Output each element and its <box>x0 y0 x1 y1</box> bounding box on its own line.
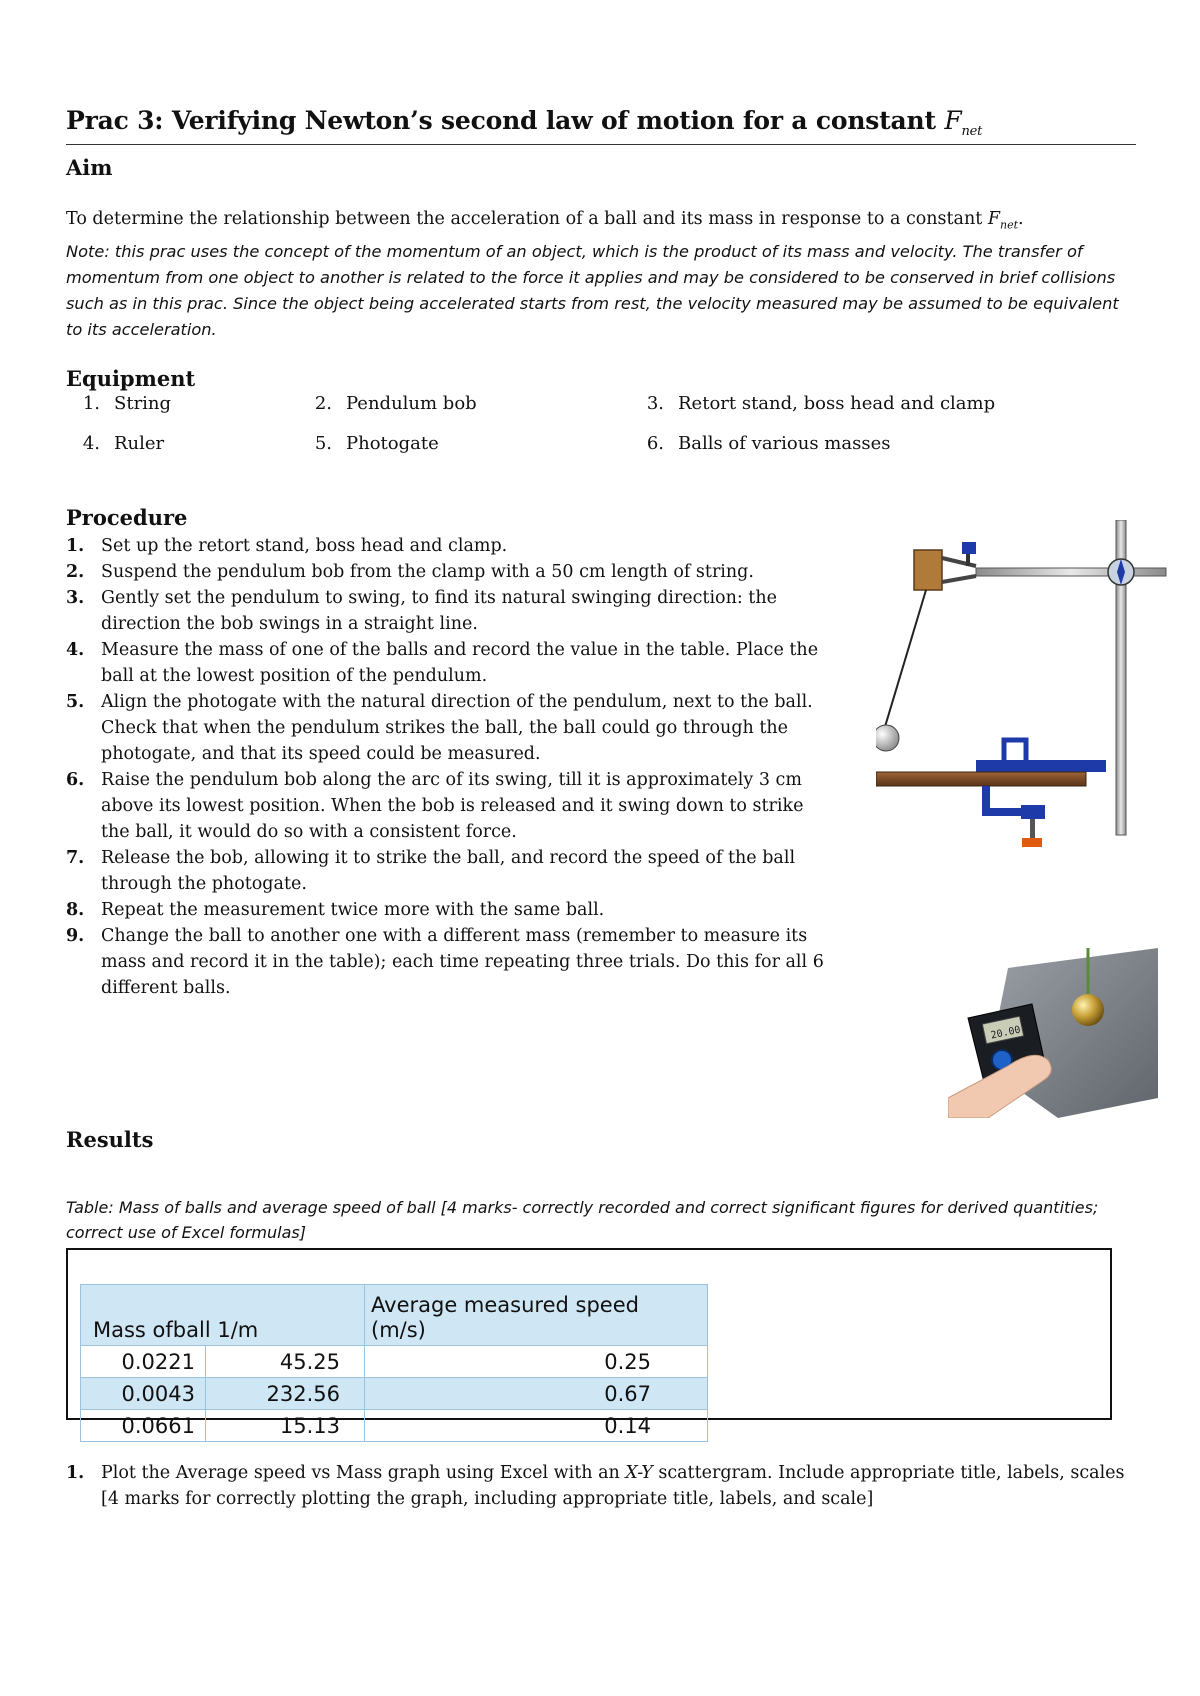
table-header-row <box>81 1285 708 1346</box>
inverse-mass-header-text: ball 1/m <box>172 1318 259 1342</box>
aim-force-symbol: F <box>987 209 1001 229</box>
clamp-arm <box>976 568 1166 576</box>
equipment-heading: Equipment <box>66 366 196 391</box>
step-number: 6. <box>66 770 85 790</box>
equipment-item-label: String <box>114 393 172 414</box>
mass-cell: 0.0661 <box>81 1410 206 1442</box>
procedure-step <box>66 845 826 897</box>
equipment-item-number: 5. <box>314 433 332 454</box>
plot-text-before: Plot the Average speed vs Mass graph using Excel with an <box>101 1463 626 1483</box>
speed-header <box>365 1285 708 1346</box>
pendulum-apparatus-figure <box>876 520 1176 900</box>
procedure-step <box>66 533 826 559</box>
step-text: Change the ball to another one with a different mass (remember to measure its mass and record it in the table); each time repeating three trials. Do this for all 6 different balls. <box>101 926 824 998</box>
pendulum-string <box>884 590 926 730</box>
equipment-item-label: Balls of various masses <box>678 433 891 454</box>
table-clamp-screw <box>1030 819 1035 839</box>
speed-cell: 0.25 <box>365 1346 708 1378</box>
equipment-item <box>630 433 890 454</box>
clamp-screw <box>962 542 976 554</box>
clamp-fingers <box>942 558 976 582</box>
title-text: Prac 3: Verifying Newton’s second law of motion for a constant <box>66 106 945 135</box>
table-row <box>81 1346 708 1378</box>
equipment-item <box>66 433 164 454</box>
table-row <box>81 1410 708 1442</box>
equipment-item-number: 6. <box>646 433 664 454</box>
step-number: 7. <box>66 848 85 868</box>
base-plate <box>976 760 1106 772</box>
aim-text: To determine the relationship between the acceleration of a ball and its mass in response to a constant <box>66 209 988 229</box>
inverse-mass-cell: 232.56 <box>206 1378 365 1410</box>
speed-cell: 0.67 <box>365 1378 708 1410</box>
step-text: Gently set the pendulum to swing, to find its natural swinging direction: the direction the bob swings in a straight line. <box>101 588 777 634</box>
step-number: 5. <box>66 692 85 712</box>
title-force-subscript: net <box>961 124 983 139</box>
title-force-symbol: F <box>944 106 962 135</box>
equipment-item-number: 1. <box>82 393 100 414</box>
procedure-step <box>66 585 826 637</box>
pendulum-bob <box>876 725 899 751</box>
step-text: Measure the mass of one of the balls and record the value in the table. Place the ball at the lowest position of the pendulum. <box>101 640 819 686</box>
procedure-list <box>66 533 826 1001</box>
equipment-item <box>298 393 477 414</box>
bench-top <box>876 772 1086 786</box>
plot-xy-term: X-Y <box>625 1463 653 1483</box>
speed-header-line1: Average measured speed <box>371 1293 639 1317</box>
procedure-step <box>66 897 826 923</box>
step-number: 2. <box>66 562 85 582</box>
table-clamp-knob <box>1022 838 1042 847</box>
step-text: Release the bob, allowing it to strike the ball, and record the speed of the ball through the photogate. <box>101 848 796 894</box>
equipment-item-number: 3. <box>646 393 664 414</box>
equipment-item-label: Photogate <box>346 433 439 454</box>
mass-header <box>81 1285 365 1346</box>
aim-force-subscript: net <box>1000 218 1019 232</box>
plot-text-after: scattergram. Include appropriate title, labels, scales [4 marks for correctly plotting the graph, including appropriate title, labels, and scale] <box>101 1463 1125 1509</box>
speed-header-line2: (m/s) <box>371 1318 426 1342</box>
step-text: Raise the pendulum bob along the arc of its swing, till it is approximately 3 cm above its lowest position. When the bob is released and it swing down to strike the ball, it would do so with a consistent force. <box>101 770 804 842</box>
inverse-mass-cell: 45.25 <box>206 1346 365 1378</box>
procedure-step <box>66 637 826 689</box>
mass-cell: 0.0221 <box>81 1346 206 1378</box>
results-heading: Results <box>66 1127 154 1152</box>
brass-ball <box>1072 994 1104 1026</box>
aim-heading: Aim <box>66 155 113 180</box>
equipment-item <box>630 393 995 414</box>
step-text: Suspend the pendulum bob from the clamp with a 50 cm length of string. <box>101 562 754 582</box>
photogate-photo <box>948 948 1158 1118</box>
step-text: Align the photogate with the natural direction of the pendulum, next to the ball. Check that when the pendulum strikes the ball, the ball could go through the photogate, and that its speed could be measured. <box>101 692 813 764</box>
timer-display-reading: 20.00 <box>989 1024 1022 1042</box>
mass-header-text: Mass of <box>93 1318 173 1342</box>
step-number: 9. <box>66 926 85 946</box>
equipment-item-number: 4. <box>82 433 100 454</box>
mass-cell: 0.0043 <box>81 1378 206 1410</box>
equipment-item-label: Retort stand, boss head and clamp <box>678 393 996 414</box>
equipment-item-label: Pendulum bob <box>346 393 477 414</box>
equipment-item <box>66 393 171 414</box>
procedure-step <box>66 559 826 585</box>
equipment-item <box>298 433 439 454</box>
table-clamp-block <box>1021 805 1045 819</box>
equipment-item-number: 2. <box>314 393 332 414</box>
speed-cell: 0.14 <box>365 1410 708 1442</box>
procedure-step <box>66 767 826 845</box>
plot-step-number: 1. <box>66 1463 85 1483</box>
table-caption: Table: Mass of balls and average speed of ball [4 marks- correctly recorded and correct significant figures for derived quantities; correct use of Excel formulas] <box>66 1198 1099 1242</box>
step-number: 4. <box>66 640 85 660</box>
procedure-heading: Procedure <box>66 505 188 530</box>
procedure-step <box>66 689 826 767</box>
results-table-frame <box>66 1248 1112 1438</box>
step-number: 8. <box>66 900 85 920</box>
page-title <box>66 106 1136 145</box>
step-text: Set up the retort stand, boss head and clamp. <box>101 536 508 556</box>
clamp-jaw <box>914 550 942 590</box>
results-table <box>80 1284 708 1442</box>
clamp-screw-shaft <box>966 554 970 566</box>
table-row <box>81 1378 708 1410</box>
step-number: 3. <box>66 588 85 608</box>
aim-period: . <box>1018 209 1024 229</box>
step-text: Repeat the measurement twice more with the same ball. <box>101 900 605 920</box>
inverse-mass-cell: 15.13 <box>206 1410 365 1442</box>
plot-instruction <box>66 1460 1136 1512</box>
step-number: 1. <box>66 536 85 556</box>
aim-note: Note: this prac uses the concept of the momentum of an object, which is the product of its mass and velocity. The transfer of momentum from one object to another is related to the force it applies and may be considered to be conserved in brief collisions such as in this prac. Since the object being accelerated starts from rest, the velocity measured may be assumed to be equivalent to its acceleration. <box>66 241 1119 339</box>
equipment-item-label: Ruler <box>114 433 165 454</box>
aim-paragraph <box>66 206 1136 343</box>
procedure-step <box>66 923 826 1001</box>
